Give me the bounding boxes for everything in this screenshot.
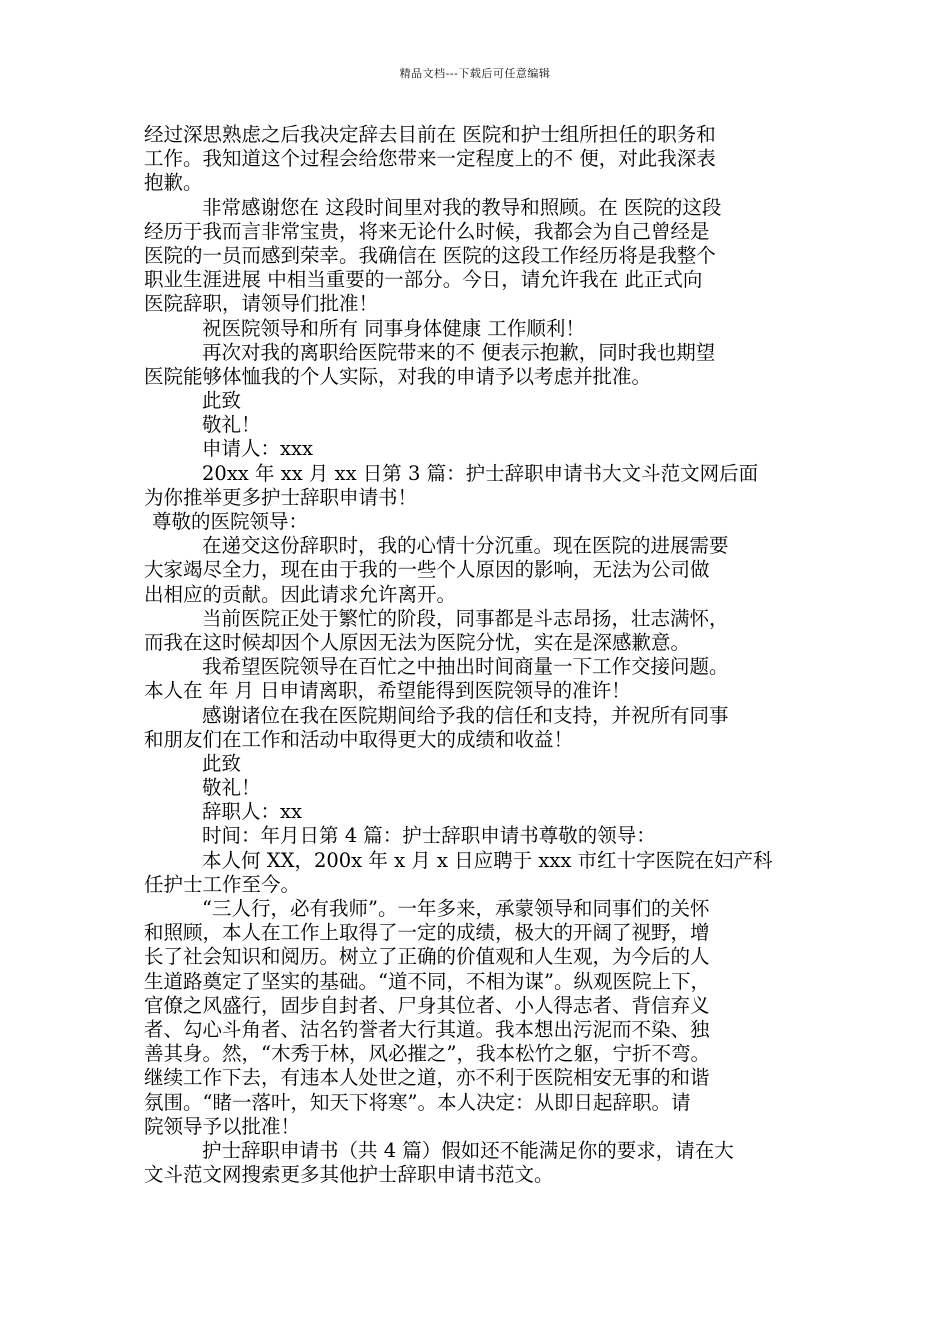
text-line: 护士辞职申请书（共 4 篇）假如还不能满足你的要求，请在大 xyxy=(202,1138,734,1162)
text-line: 此致 xyxy=(202,389,242,413)
text-line: 经历于我而言非常宝贵，将来无论什么时候，我都会为自己曾经是 xyxy=(144,219,710,243)
text-line: 抱歉。 xyxy=(144,171,203,195)
text-line: 职业生涯进展 中相当重要的一部分。今日，请允许我在 此正式向 xyxy=(144,268,703,292)
text-line: 氛围。“睹一落叶，知天下将寒”。本人决定：从即日起辞职。请 xyxy=(144,1090,691,1114)
text-line: 医院的一员而感到荣幸。我确信在 医院的这段工作经历将是我整个 xyxy=(144,243,716,267)
text-line: 为你推举更多护士辞职申请书！ xyxy=(144,485,418,509)
text-line: “三人行，必有我师”。一年多来，承蒙领导和同事们的关怀 xyxy=(202,897,710,920)
text-line: 敬礼！ xyxy=(202,413,261,437)
text-line: 而我在这时候却因个人原因无法为医院分忧，实在是深感歉意。 xyxy=(144,630,691,654)
text-line: 善其身。然，“木秀于林，风必摧之”，我本松竹之躯，宁折不弯。 xyxy=(144,1042,710,1066)
text-line: 申请人：xxx xyxy=(202,437,313,461)
text-line: 生道路奠定了坚实的基础。“道不同，不相为谋”。纵观医院上下， xyxy=(144,969,710,993)
text-line: 20xx 年 xx 月 xx 日第 3 篇：护士辞职申请书大文斗范文网后面 xyxy=(202,461,759,485)
text-line: 官僚之风盛行，固步自封者、尸身其位者、小人得志者、背信弃义 xyxy=(144,993,710,1017)
text-line: 本人在 年 月 日申请离职，希望能得到医院领导的准许！ xyxy=(144,679,631,703)
text-line: 经过深思熟虑之后我决定辞去目前在 医院和护士组所担任的职务和 xyxy=(144,123,716,146)
text-line: 大家竭尽全力，现在由于我的一些个人原因的影响，无法为公司做 xyxy=(144,558,710,582)
text-line: 者、勾心斗角者、沽名钓誉者大行其道。我本想出污泥而不染、独 xyxy=(144,1017,710,1041)
text-line: 时间：年月日第 4 篇：护士辞职申请书尊敬的领导： xyxy=(202,824,656,848)
text-line: 长了社会知识和阅历。树立了正确的价值观和人生观，为今后的人 xyxy=(144,945,710,969)
text-line: 祝医院领导和所有 同事身体健康 工作顺利！ xyxy=(202,316,585,340)
text-line: 和朋友们在工作和活动中取得更大的成绩和收益！ xyxy=(144,727,574,751)
text-line: 感谢诸位在我在医院期间给予我的信任和支持，并祝所有同事 xyxy=(202,703,729,727)
text-line: 继续工作下去，有违本人处世之道，亦不利于医院相安无事的和谐 xyxy=(144,1066,710,1090)
text-line: 在递交这份辞职时，我的心情十分沉重。现在医院的进展需要 xyxy=(202,534,729,558)
text-line: 当前医院正处于繁忙的阶段，同事都是斗志昂扬，壮志满怀， xyxy=(202,606,729,630)
document-body xyxy=(144,123,810,1187)
text-line: 再次对我的离职给医院带来的不 便表示抱歉，同时我也期望 xyxy=(202,340,716,364)
text-line: 辞职人：xx xyxy=(202,800,302,824)
text-line: 医院辞职，请领导们批准！ xyxy=(144,292,379,316)
text-line: 工作。我知道这个过程会给您带来一定程度上的不 便，对此我深表 xyxy=(144,147,716,171)
text-line: 此致 xyxy=(202,751,242,775)
text-line: 尊敬的医院领导： xyxy=(152,510,309,533)
text-line: 出相应的贡献。因此请求允许离开。 xyxy=(144,582,457,606)
text-line: 文斗范文网搜索更多其他护士辞职申请书范文。 xyxy=(144,1163,554,1187)
text-line: 和照顾，本人在工作上取得了一定的成绩，极大的开阔了视野，增 xyxy=(144,921,710,945)
text-line: 非常感谢您在 这段时间里对我的教导和照顾。在 医院的这段 xyxy=(202,195,722,219)
text-line: 本人何 XX，200x 年 x 月 x 日应聘于 xxx 市红十字医院在妇产科 xyxy=(202,848,773,872)
text-line: 我希望医院领导在百忙之中抽出时间商量一下工作交接问题。 xyxy=(202,655,729,679)
page-header: 精品文档---下载后可任意编辑 xyxy=(399,67,551,80)
text-line: 院领导予以批准！ xyxy=(144,1114,301,1138)
text-line: 医院能够体恤我的个人实际，对我的申请予以考虑并批准。 xyxy=(144,364,652,388)
text-line: 任护士工作至今。 xyxy=(144,872,301,896)
text-line: 敬礼！ xyxy=(202,776,261,800)
